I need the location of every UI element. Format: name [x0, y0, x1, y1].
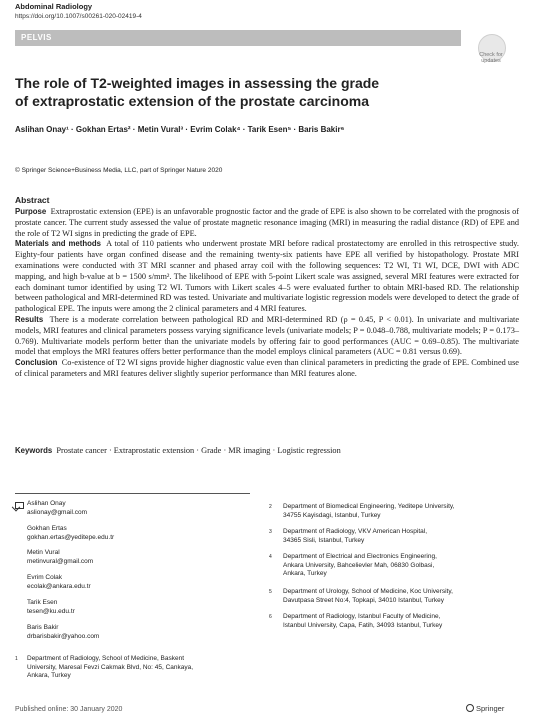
- affiliation-number: 2: [269, 504, 272, 510]
- results-label: Results: [15, 314, 44, 324]
- check-updates-label[interactable]: Check for updates: [479, 52, 503, 64]
- abstract-purpose: [15, 207, 519, 239]
- contact-name: Aslihan Onay: [27, 500, 66, 507]
- contact-email[interactable]: gokhan.ertas@yeditepe.edu.tr: [27, 533, 115, 541]
- publisher-name: Springer: [476, 704, 505, 713]
- methods-label: Materials and methods: [15, 239, 101, 249]
- abstract-heading: Abstract: [15, 195, 50, 205]
- section-bar: [15, 30, 461, 46]
- conclusion-text: Co-existence of T2 WI signs provide higher diagnostic value even than clinical parameters in predicting the grade of EPE. Combined use of clinical parameters and MRI features deliver slightly superior performance than MRI features alone.: [15, 358, 519, 378]
- springer-horse-icon: [466, 704, 474, 712]
- affiliation-line: Department of Urology, School of Medicine, Koc University,: [283, 588, 453, 595]
- affiliation-line: Department of Electrical and Electronics Engineering,: [283, 553, 437, 560]
- affiliation-line: Ankara, Turkey: [27, 672, 71, 679]
- conclusion-label: Conclusion: [15, 358, 58, 368]
- affiliation-4: [269, 553, 523, 579]
- publisher-logo: [466, 704, 504, 713]
- section-label: PELVIS: [21, 33, 52, 42]
- affiliation-line: Department of Radiology, VKV American Hospital,: [283, 528, 428, 535]
- affiliation-line: Department of Biomedical Engineering, Yeditepe University,: [283, 503, 455, 510]
- contact-name: Evrim Colak: [27, 574, 63, 581]
- affiliation-number: 3: [269, 529, 272, 535]
- affiliation-line: Department of Radiology, School of Medicine, Baskent: [27, 655, 185, 662]
- contact-2: [27, 525, 227, 542]
- affiliation-line: 34755 Kayisdagi, Istanbul, Turkey: [283, 511, 381, 519]
- article-title: [15, 74, 475, 110]
- affiliation-number: 5: [269, 589, 272, 595]
- published-date: Published online: 30 January 2020: [15, 706, 123, 713]
- footnote-divider: [15, 493, 250, 494]
- contact-4: [27, 574, 227, 591]
- abstract-results: [15, 315, 519, 358]
- contact-email[interactable]: ecolak@ankara.edu.tr: [27, 582, 91, 590]
- affiliation-line: Ankara, Turkey: [283, 570, 327, 577]
- abstract-conclusion: [15, 358, 519, 380]
- purpose-text: Extraprostatic extension (EPE) is an unfavorable prognostic factor and the grade of EPE is also shown to be correlated with the prognosis of prostate cancer. The current study assessed the value of prostate magnetic resonance imaging (MRI) in measuring the radial distance (RD) of EPE and the role of T2 WI signs in predicting the grade of EPE.: [15, 207, 519, 238]
- results-text: There is a moderate correlation between pathological RD and MRI-determined RD (ρ = 0.45, P < 0.01). In univariate and multivariate models, MRI features and clinical parameters possess varying significance levels (univariate models; P = 0.048–0.788, multivariate models; P = 0.173–0.769). Multivariate models perform better than the univariate models by offering fair to good performances (AUC = 0.69–0.85). The multivariate model that employs the MRI features offers better performance than the model employs clinical parameters (AUC = 0.81 versus 0.69).: [15, 314, 520, 357]
- affiliation-line: University, Maresal Fevzi Cakmak Blvd, No: 45, Cankaya,: [27, 663, 194, 671]
- contact-name: Tarik Esen: [27, 599, 58, 606]
- contact-6: [27, 624, 227, 641]
- author-list: Aslihan Onay¹ · Gokhan Ertas² · Metin Vural³ · Evrim Colak⁴ · Tarik Esen⁵ · Baris Bakir⁶: [15, 125, 345, 134]
- title-line-1: The role of T2-weighted images in assessing the grade: [15, 75, 380, 91]
- contact-email[interactable]: metinvural@gmail.com: [27, 557, 94, 565]
- contact-email[interactable]: aslionay@gmail.com: [27, 508, 88, 516]
- contact-email[interactable]: drbarisbakir@yahoo.com: [27, 632, 100, 640]
- affiliation-5: [269, 588, 523, 605]
- copyright-notice: © Springer Science+Business Media, LLC, part of Springer Nature 2020: [15, 167, 223, 174]
- affiliation-line: Ankara University, Bahcelievler Mah, 06830 Golbasi,: [283, 561, 435, 569]
- affiliation-number: 1: [15, 656, 18, 662]
- doi-link[interactable]: https://doi.org/10.1007/s00261-020-02419-4: [15, 13, 142, 20]
- affiliation-6: [269, 613, 523, 630]
- affiliation-2: [269, 503, 523, 520]
- envelope-icon: [15, 502, 24, 509]
- affiliation-number: 4: [269, 554, 272, 560]
- contact-5: [27, 599, 227, 616]
- affiliation-1: [15, 655, 247, 681]
- contact-1: [27, 500, 227, 517]
- affiliation-line: Istanbul University, Capa, Fatih, 34093 Istanbul, Turkey: [283, 621, 443, 629]
- purpose-label: Purpose: [15, 207, 47, 216]
- contact-name: Baris Bakir: [27, 624, 59, 631]
- affiliation-line: Davutpasa Street No:4, Topkapi, 34010 Istanbul, Turkey: [283, 596, 445, 604]
- contact-email[interactable]: tesen@ku.edu.tr: [27, 607, 75, 615]
- keywords-text: Prostate cancer · Extraprostatic extension · Grade · MR imaging · Logistic regression: [56, 446, 341, 455]
- affiliation-line: 34365 Sisli, Istanbul, Turkey: [283, 536, 365, 544]
- abstract-methods: [15, 239, 519, 315]
- journal-name: Abdominal Radiology: [15, 2, 93, 11]
- keywords-label: Keywords: [15, 446, 53, 455]
- keywords: [15, 446, 519, 455]
- methods-text: A total of 110 patients who underwent prostate MRI before radical prostatectomy are enrolled in this retrospective study. Eighty-four patients have organ confined disease and the remaining twenty-six patients have EPE all verified by histopathology. Prostate MRI examinations were conducted with 3T MRI scanner and phased array coil with the following sequences: T2 WI, T1 WI, DCE, DWI with ADC mapping, and high b-value at b = 1500 s/mm². The likelihood of EPE with 5-point Likert scale was assigned, several MRI features were extracted for each dominant tumor identified by using T2 WI. Tumors with Likert scales 4–5 were evaluated further to obtain MRI-based RD. The relationship between pathological and MRI-determined RD was tested. Univariate and multivariate logistic regression models were developed to detect the grade of pathological EPE. The inputs were among the 2 clinical parameters and 4 MRI features.: [15, 239, 519, 314]
- title-line-2: of extraprostatic extension of the prostate carcinoma: [15, 93, 369, 109]
- affiliation-number: 6: [269, 614, 272, 620]
- abstract-body: [15, 207, 519, 380]
- contact-name: Metin Vural: [27, 549, 60, 556]
- affiliation-3: [269, 528, 523, 545]
- affiliation-line: Department of Radiology, Istanbul Faculty of Medicine,: [283, 613, 441, 620]
- contact-name: Gokhan Ertas: [27, 525, 67, 532]
- contact-3: [27, 549, 227, 566]
